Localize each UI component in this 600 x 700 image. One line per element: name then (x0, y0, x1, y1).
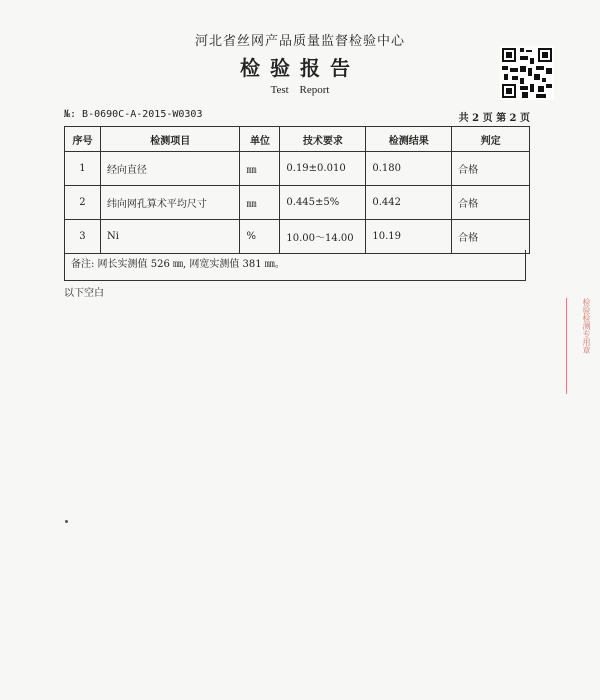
header-no: 序号 (65, 127, 101, 152)
row-item: Ni (100, 220, 240, 254)
table-note: 备注: 网长实测值 526 ㎜, 网宽实测值 381 ㎜。 (64, 250, 526, 281)
report-number: №: B-0690C-A-2015-W0303 (64, 109, 203, 120)
row-requirement: 0.19±0.010 (280, 152, 366, 186)
page-info: 共 2 页 第 2 页 (458, 113, 530, 124)
header-item: 检测项目 (100, 127, 240, 152)
row-requirement: 10.00～14.00 (280, 220, 366, 254)
row-verdict: 合格 (452, 186, 530, 220)
row-result: 0.442 (366, 186, 452, 220)
row-no: 3 (65, 220, 101, 254)
table-row (65, 186, 530, 220)
report-subtitle: Test Report (270, 84, 330, 96)
table-header-row (65, 127, 530, 152)
table-row (65, 220, 530, 254)
row-item: 纬向网孔算术平均尺寸 (100, 186, 240, 220)
official-stamp: 检验检测专用章 (566, 298, 591, 394)
row-unit: ㎜ (240, 186, 280, 220)
report-title: 检验报告 (240, 56, 360, 80)
row-unit: ㎜ (240, 152, 280, 186)
header-verdict: 判定 (452, 127, 530, 152)
row-verdict: 合格 (452, 220, 530, 254)
header-requirement: 技术要求 (280, 127, 366, 152)
paper-speck (65, 520, 68, 523)
results-table (64, 126, 530, 254)
blank-below-text: 以下空白 (64, 288, 104, 299)
row-no: 2 (65, 186, 101, 220)
organization-name: 河北省丝网产品质量监督检验中心 (194, 34, 405, 49)
table-row (65, 152, 530, 186)
qr-code-icon (500, 46, 554, 100)
row-verdict: 合格 (452, 152, 530, 186)
header-result: 检测结果 (366, 127, 452, 152)
row-requirement: 0.445±5% (280, 186, 366, 220)
row-result: 10.19 (366, 220, 452, 254)
row-item: 经向直径 (100, 152, 240, 186)
row-unit: % (240, 220, 280, 254)
row-result: 0.180 (366, 152, 452, 186)
row-no: 1 (65, 152, 101, 186)
header-unit: 单位 (240, 127, 280, 152)
